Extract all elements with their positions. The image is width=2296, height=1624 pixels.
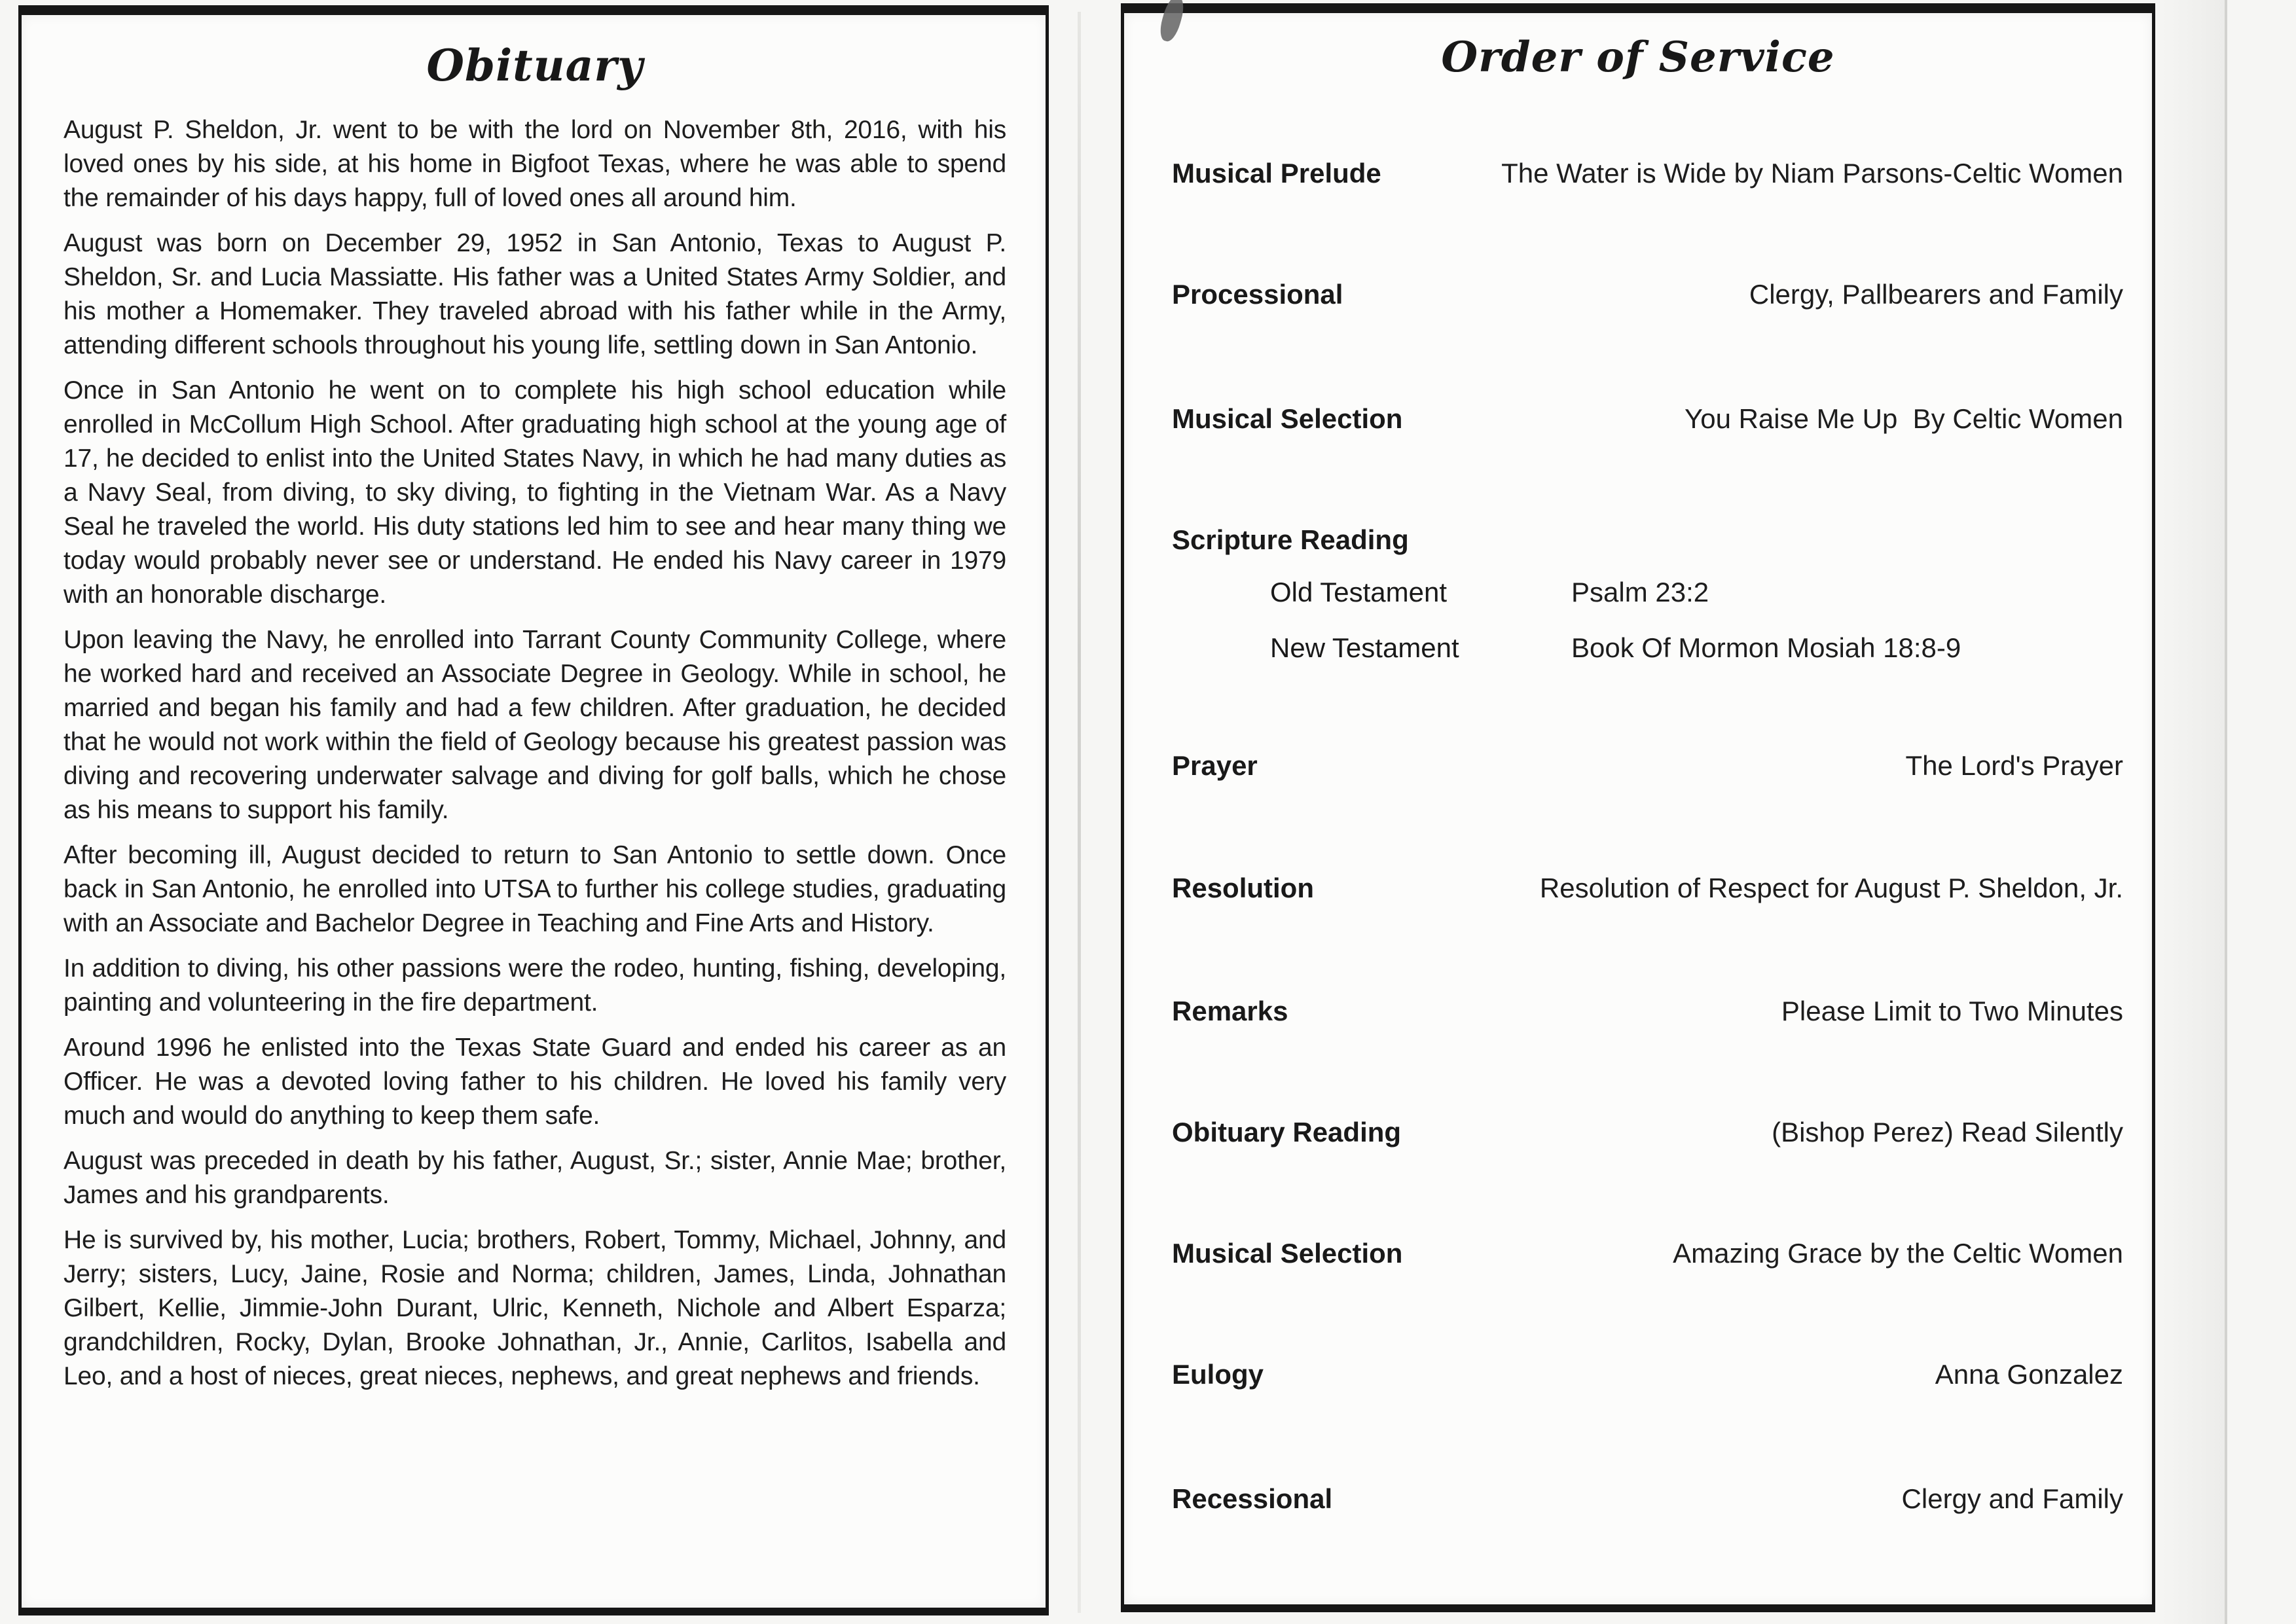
obituary-paragraph: After becoming ill, August decided to return to San Antonio to settle down. Once back in San Antonio, he enrolled into UTSA to further his college studies, graduating with an Associate and Bachelor Degree in Teaching and Fine Arts and History. xyxy=(64,841,1006,937)
service-value: Book Of Mormon Mosiah 18:8-9 xyxy=(1571,632,1961,663)
service-label: Prayer xyxy=(1172,750,1258,781)
service-value: You Raise Me Up By Celtic Women xyxy=(1685,403,2123,434)
service-value: Please Limit to Two Minutes xyxy=(1781,996,2123,1026)
service-value: Amazing Grace by the Celtic Women xyxy=(1673,1238,2123,1269)
service-label: Musical Prelude xyxy=(1172,158,1381,189)
service-row-remarks xyxy=(1172,992,2123,1030)
service-row-eulogy xyxy=(1172,1356,2123,1394)
service-value: The Lord's Prayer xyxy=(1905,750,2123,781)
obituary-title: Obituary xyxy=(426,40,644,91)
obituary-paragraph: Once in San Antonio he went on to complete his high school education while enrolled in McCollum High School. After graduating high school at the young age of 17, he decided to enlist into the United States Navy, in which he had many duties as a Navy Seal, from diving, to sky diving, to fighting in the Vietnam War. As a Navy Seal he traveled the world. His duty stations led him to see and hear many thing we today would probably never see or understand. He ended his Navy career in 1979 with an honorable discharge. xyxy=(64,376,1006,609)
obituary-paragraph: In addition to diving, his other passions were the rodeo, hunting, fishing, developing, painting and volunteering in the fire department. xyxy=(64,954,1006,1017)
service-label: Recessional xyxy=(1172,1483,1333,1514)
service-label: Old Testament xyxy=(1270,577,1448,607)
order-of-service-page xyxy=(1121,3,2155,1612)
obituary-paragraph: Upon leaving the Navy, he enrolled into Tarrant County Community College, where he worked hard and received an Associate Degree in Geology. While in school, he married and began his family and had a few children. After graduation, he decided that he would not work within the field of Geology because his greatest passion was diving and recovering underwater salvage and diving for golf balls, which he chose as his means to support his family. xyxy=(64,626,1006,824)
service-label: Eulogy xyxy=(1172,1359,1264,1390)
service-value: Psalm 23:2 xyxy=(1571,577,1709,607)
service-label: Resolution xyxy=(1172,873,1314,903)
obituary-paragraph: He is survived by, his mother, Lucia; brothers, Robert, Tommy, Michael, Johnny, and Jerry; sisters, Lucy, Jaine, Rosie and Norma; children, James, Linda, Johnathan Gilbert, Kellie, Jimmie-John Durant, Ulric, Kenneth, Nichole and Albert Esparza; grandchildren, Rocky, Dylan, Brooke Johnathan, Jr., Annie, Carlitos, Isabella and Leo, and a host of nieces, great nieces, nephews, and great nephews and friends. xyxy=(64,1226,1006,1390)
paper-edge-line xyxy=(2225,0,2227,1624)
order-of-service-title: Order of Service xyxy=(1441,33,1835,82)
service-row-musical-selection-1 xyxy=(1172,400,2123,438)
obituary-paragraph: August P. Sheldon, Jr. went to be with the lord on November 8th, 2016, with his loved ones by his side, at his home in Bigfoot Texas, where he was able to spend the remainder of his days happy, full of loved ones all around him. xyxy=(64,116,1006,212)
obituary-paragraph: Around 1996 he enlisted into the Texas State Guard and ended his career as an Officer. He was a devoted loving father to his children. He loved his family very much and would do anything to keep them safe. xyxy=(64,1034,1006,1130)
service-row-prayer xyxy=(1172,747,2123,785)
service-row-new-testament xyxy=(1270,629,2088,667)
service-label: Processional xyxy=(1172,279,1343,310)
obituary-text xyxy=(64,113,1006,1394)
service-list xyxy=(1124,13,2152,1604)
service-row-obituary-reading xyxy=(1172,1113,2123,1151)
service-row-recessional xyxy=(1172,1480,2123,1518)
service-row-resolution xyxy=(1172,869,2123,907)
service-value: Clergy, Pallbearers and Family xyxy=(1749,279,2123,310)
page-fold-crease xyxy=(1078,12,1081,1613)
service-row-musical-prelude xyxy=(1172,154,2123,192)
service-value: (Bishop Perez) Read Silently xyxy=(1772,1117,2123,1147)
service-label: Obituary Reading xyxy=(1172,1117,1402,1147)
service-row-old-testament xyxy=(1270,573,2088,611)
service-row-scripture-reading xyxy=(1172,521,2123,559)
service-row-musical-selection-2 xyxy=(1172,1235,2123,1272)
service-value: Anna Gonzalez xyxy=(1935,1359,2123,1390)
obituary-paragraph: August was born on December 29, 1952 in San Antonio, Texas to August P. Sheldon, Sr. and Lucia Massiatte. His father was a United States Army Soldier, and his mother a Homemaker. They traveled abroad with his father while in the Army, attending different schools throughout his young life, settling down in San Antonio. xyxy=(64,229,1006,359)
service-row-processional xyxy=(1172,276,2123,314)
obituary-paragraph: August was preceded in death by his father, August, Sr.; sister, Annie Mae; brother, James and his grandparents. xyxy=(64,1147,1006,1209)
service-label: Remarks xyxy=(1172,996,1288,1026)
service-value: Clergy and Family xyxy=(1901,1483,2123,1514)
service-label: Musical Selection xyxy=(1172,403,1403,434)
service-label: Musical Selection xyxy=(1172,1238,1403,1269)
obituary-page xyxy=(18,5,1049,1615)
service-label: New Testament xyxy=(1270,632,1459,663)
service-value: The Water is Wide by Niam Parsons-Celtic Women xyxy=(1501,158,2123,189)
service-value: Resolution of Respect for August P. Sheldon, Jr. xyxy=(1539,873,2123,903)
scan-edge-shadow xyxy=(2155,0,2225,1624)
service-label: Scripture Reading xyxy=(1172,524,1409,555)
